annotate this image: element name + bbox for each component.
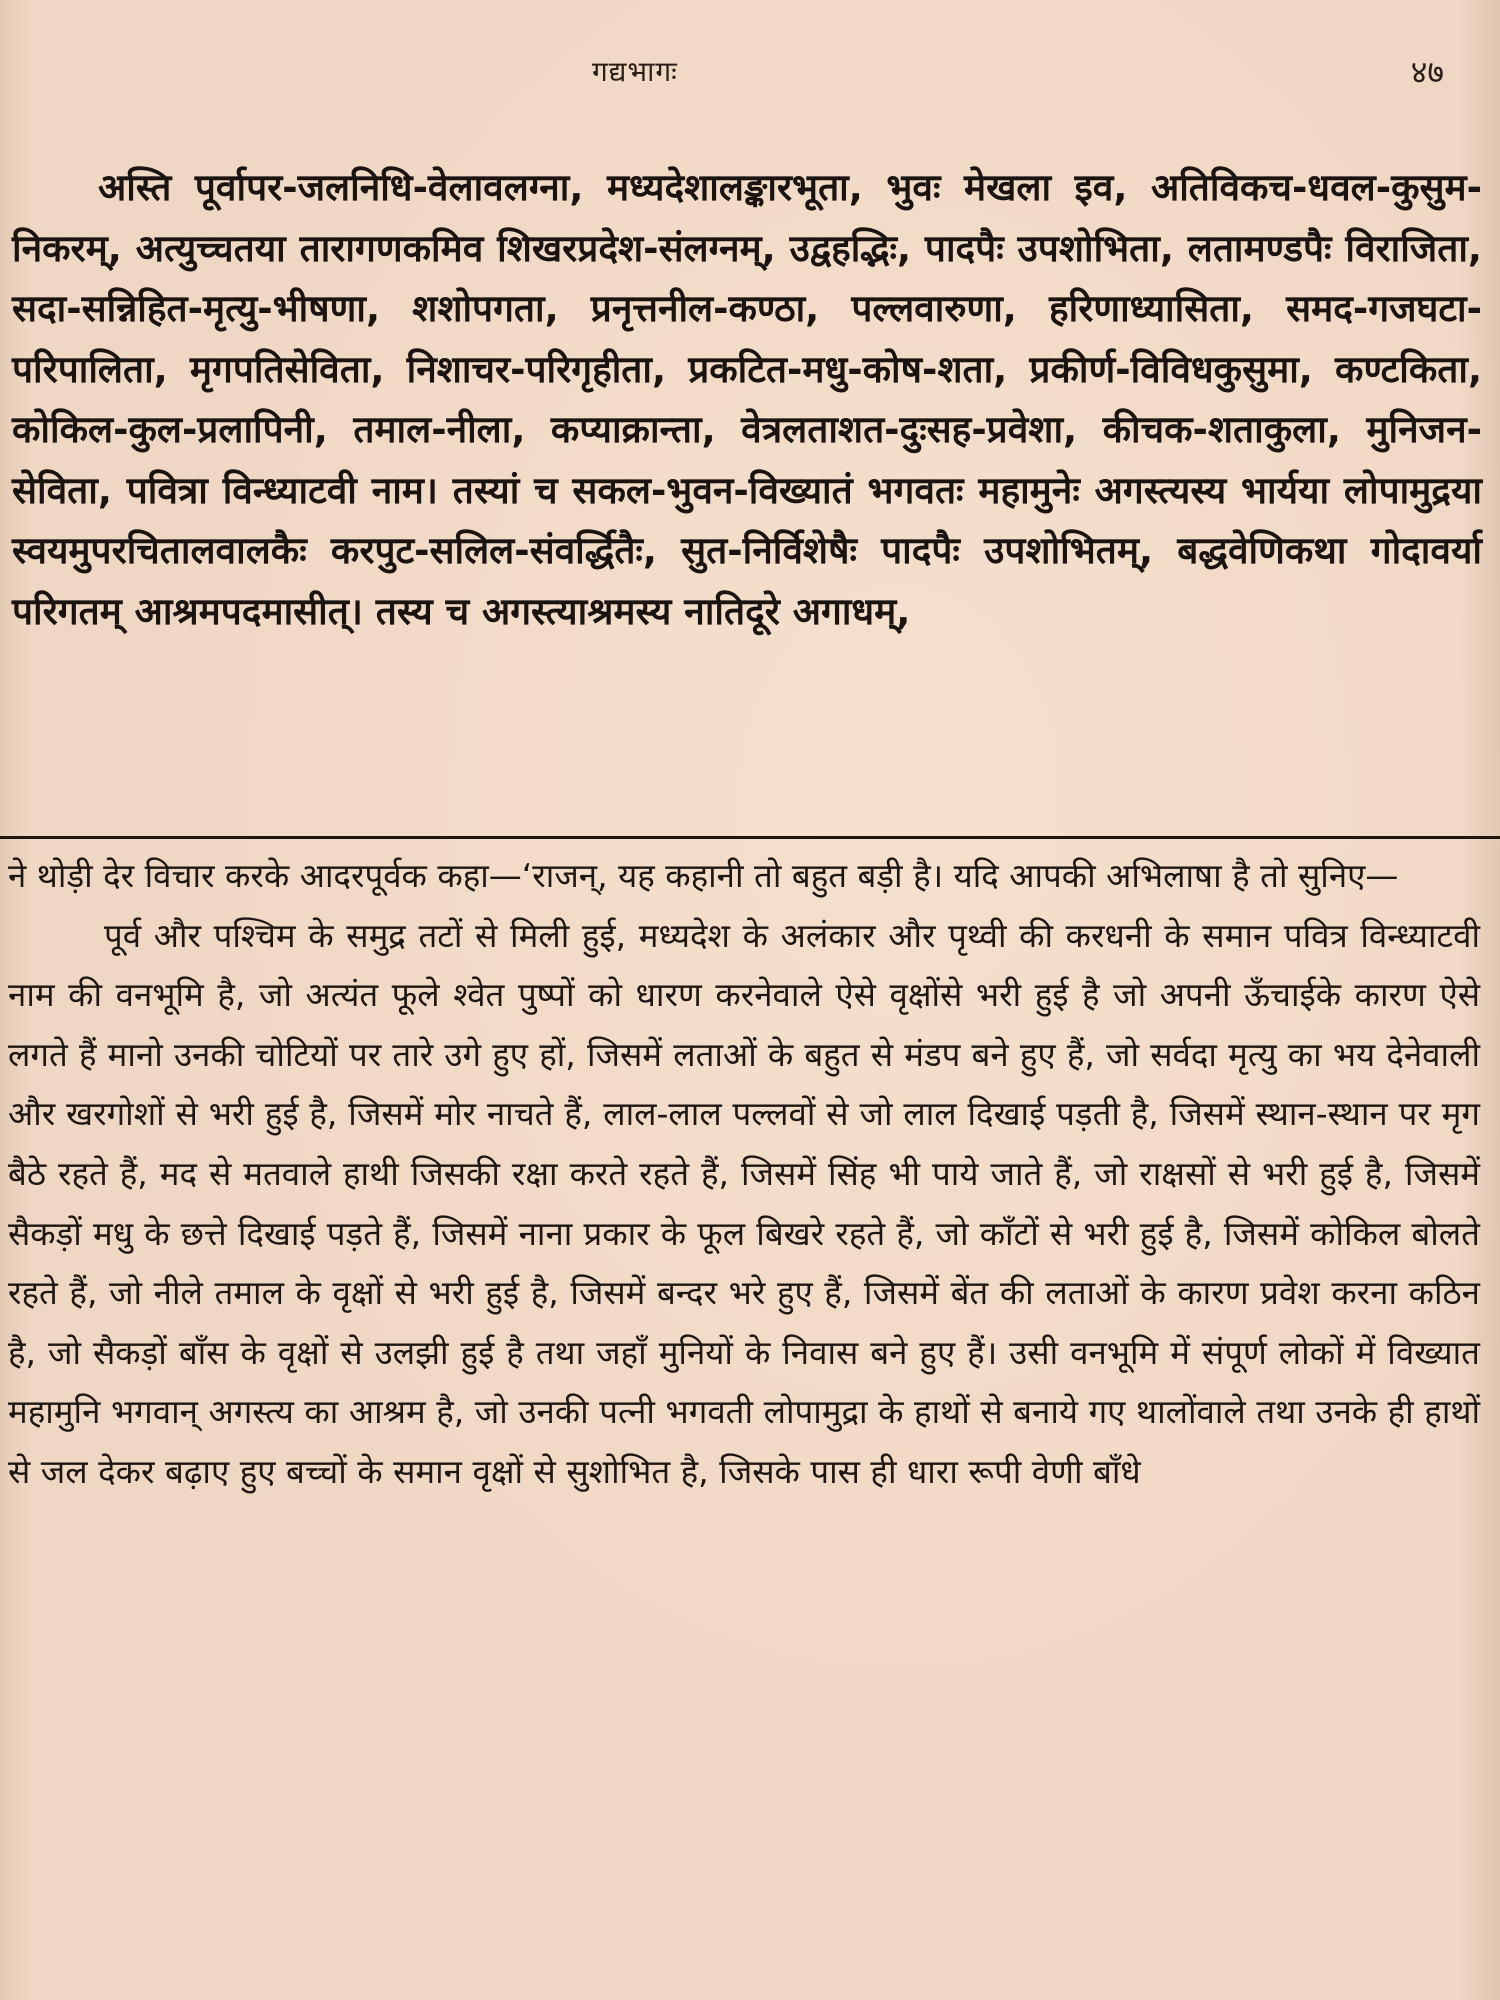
section-divider (0, 836, 1500, 839)
hindi-paragraph-1: ने थोड़ी देर विचार करके आदरपूर्वक कहा—‘राजन्, यह कहानी तो बहुत बड़ी है। यदि आपकी अभिलाषा है तो सुनिए— (8, 856, 1399, 895)
sanskrit-passage: अस्ति पूर्वापर-जलनिधि-वेलावलग्ना, मध्यदेशालङ्कारभूता, भुवः मेखला इव, अतिविकच-धवल-कुसुम-निकरम्, अत्युच्चतया तारागणकमिव शिखरप्रदेश-संलग्नम्, उद्वहद्भिः, पादपैः उपशोभिता, लतामण्डपैः विराजिता, सदा-सन्निहित-मृत्यु-भीषणा, शशोपगता, प्रनृत्तनील-कण्ठा, पल्लवारुणा, हरिणाध्यासिता, समद-गजघटा-परिपालिता, मृगपतिसेविता, निशाचर-परिगृहीता, प्रकटित-मधु-कोष-शता, प्रकीर्ण-विविधकुसुमा, कण्टकिता, कोकिल-कुल-प्रलापिनी, तमाल-नीला, कप्याक्रान्ता, वेत्रलताशत-दुःसह-प्रवेशा, कीचक-शताकुला, मुनिजन-सेविता, पवित्रा विन्ध्याटवी नाम। तस्यां च सकल-भुवन-विख्यातं भगवतः महामुनेः अगस्त्यस्य भार्यया लोपामुद्रया स्वयमुपरचितालवालकैः करपुट-सलिल-संवर्द्धितैः, सुत-निर्विशेषैः पादपैः उपशोभितम्, बद्धवेणिकथा गोदावर्या परिगतम् आश्रमपदमासीत्। तस्य च अगस्त्याश्रमस्य नातिदूरे अगाधम्, (12, 166, 1482, 633)
page-number: ४७ (1410, 53, 1444, 91)
running-title: गद्यभागः (592, 55, 678, 88)
hindi-translation (8, 846, 1480, 1502)
hindi-paragraph-2: पूर्व और पश्चिम के समुद्र तटों से मिली हुई, मध्यदेश के अलंकार और पृथ्वी की करधनी के समान पवित्र विन्ध्याटवी नाम की वनभूमि है, जो अत्यंत फूले श्वेत पुष्पों को धारण करनेवाले ऐसे वृक्षोंसे भरी हुई है जो अपनी ऊँचाईके कारण ऐसे लगते हैं मानो उनकी चोटियों पर तारे उगे हुए हों, जिसमें लताओं के बहुत से मंडप बने हुए हैं, जो सर्वदा मृत्यु का भय देनेवाली और खरगोशों से भरी हुई है, जिसमें मोर नाचते हैं, लाल-लाल पल्लवों से जो लाल दिखाई पड़ती है, जिसमें स्थान-स्थान पर मृग बैठे रहते हैं, मद से मतवाले हाथी जिसकी रक्षा करते रहते हैं, जिसमें सिंह भी पाये जाते हैं, जो राक्षसों से भरी हुई है, जिसमें सैकड़ों मधु के छत्ते दिखाई पड़ते हैं, जिसमें नाना प्रकार के फूल बिखरे रहते हैं, जो काँटों से भरी हुई है, जिसमें कोकिल बोलते रहते हैं, जो नीले तमाल के वृक्षों से भरी हुई है, जिसमें बन्दर भरे हुए हैं, जिसमें बेंत की लताओं के कारण प्रवेश करना कठिन है, जो सैकड़ों बाँस के वृक्षों से उलझी हुई है तथा जहाँ मुनियों के निवास बने हुए हैं। उसी वनभूमि में संपूर्ण लोकों में विख्यात महामुनि भगवान् अगस्त्य का आश्रम है, जो उनकी पत्नी भगवती लोपामुद्रा के हाथों से बनाये गए थालोंवाले तथा उनके ही हाथों से जल देकर बढ़ाए हुए बच्चों के समान वृक्षों से सुशोभित है, जिसके पास ही धारा रूपी वेणी बाँधे (8, 915, 1480, 1491)
page-header (0, 52, 1500, 102)
